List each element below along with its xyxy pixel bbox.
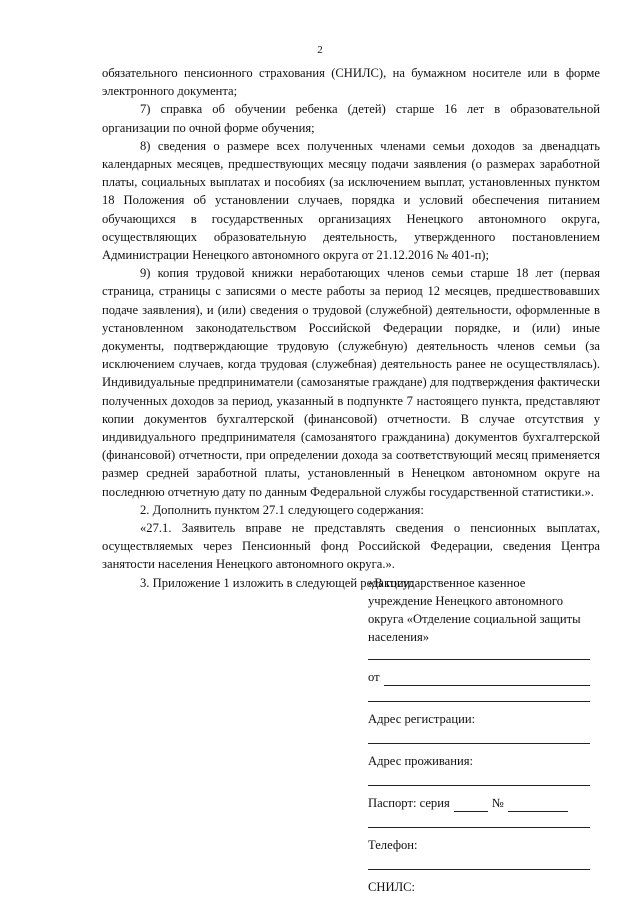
passport-number-label: № [491, 796, 504, 810]
passport-number-line [508, 797, 568, 812]
document-body [102, 64, 600, 592]
application-form-header [368, 574, 590, 896]
paragraph-clause-27-1: «27.1. Заявитель вправе не представлять сведения о пенсионных выплатах, осуществляемых через Пенсионный фонд Российской Федерации, сведения Центра занятости населения Ненецкого автономного округа.». [102, 521, 600, 572]
residence-address-label: Адрес проживания: [368, 754, 474, 768]
snils-label: СНИЛС: [368, 880, 416, 894]
addressee-text: «В государственное казенное учреждение Ненецкого автономного округа «Отделение социальной защиты населения» [368, 576, 581, 644]
paragraph-amendment-3: 3. Приложение 1 изложить в следующей редакции: [140, 575, 414, 590]
from-label: от [368, 670, 380, 684]
passport-row [368, 794, 590, 812]
paragraph-item-8: 8) сведения о размере всех полученных членами семьи доходов за двенадцать календарных месяцев, предшествующих месяцу подачи заявления (о размерах заработной платы, социальных выплатах и пособиях (за исключением выплат, установленных пунктом 18 Положения об установлении случаев, порядка и условий обеспечения питанием обучающихся в государственных организациях Ненецкого автономного округа, осуществляющих образовательную деятельность, утвержденного постановлением Администрации Ненецкого автономного округа от 21.12.2016 № 401-п); [102, 138, 600, 263]
phone-label: Телефон: [368, 838, 418, 852]
paragraph-item-9: 9) копия трудовой книжки неработающих членов семьи старше 18 лет (первая страница, страницы с записями о месте работы за период 12 месяцев, предшествовавших подаче заявления), и (или) сведения о трудовой (служебной) деятельности, оформленные в установленном законодательством Российской Федерации порядке, и (или) иные документы, подтверждающие трудовую (служебную) деятельность членов семьи (за исключением случаев, когда трудовая (служебная) деятельность ранее не осуществлялась). Индивидуальные предприниматели (самозанятые граждане) для подтверждения фактически полученных доходов за период, указанный в подпункте 7 настоящего пункта, представляют копии документов бухгалтерской (финансовой) отчетности. В случае отсутствия у индивидуального предпринимателя (самозанятого гражданина) документов бухгалтерской (финансовой) отчетности, при определении дохода за соответствующий месяц применяется размер средней заработной платы, установленный в Ненецком автономном округе на последнюю отчетную дату по данным Федеральной службы государственной статистики.». [102, 266, 600, 499]
paragraph-snils-continuation: обязательного пенсионного страхования (СНИЛС), на бумажном носителе или в форме электронного документа; [102, 66, 600, 99]
from-field-line [384, 671, 590, 686]
passport-series-label: Паспорт: серия [368, 796, 450, 810]
passport-series-line [454, 797, 488, 812]
registration-address-label: Адрес регистрации: [368, 712, 476, 726]
from-row [368, 668, 590, 686]
paragraph-item-7: 7) справка об обучении ребенка (детей) старше 16 лет в образовательной организации по очной форме обучения; [102, 102, 600, 135]
paragraph-amendment-2: 2. Дополнить пунктом 27.1 следующего содержания: [140, 502, 424, 517]
page-number: 2 [317, 44, 323, 56]
